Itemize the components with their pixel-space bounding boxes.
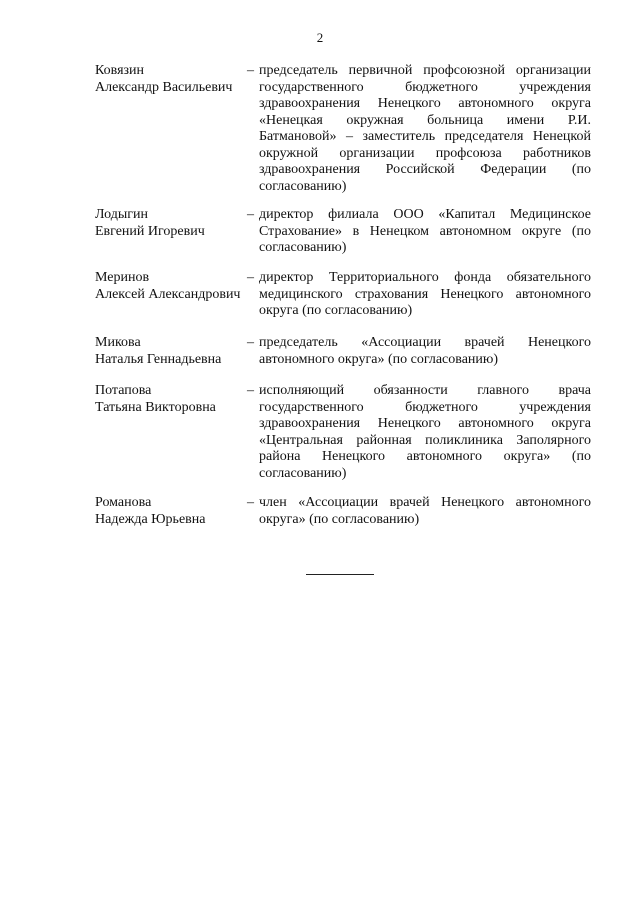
page-number: 2 xyxy=(316,30,324,45)
member-given-name: Татьяна Викторовна xyxy=(95,399,216,415)
member-position: исполняющий обязанности главного врача государственного бюджетного учреждения здравоохранения Ненецкого автономного округа «Центральная районная поликлиника Заполярного района Ненецкого автономного округа» (по согласованию) xyxy=(259,383,591,481)
dash-separator: – xyxy=(247,207,254,222)
closing-rule xyxy=(306,574,374,575)
member-surname: Меринов xyxy=(95,270,150,285)
member-position: член «Ассоциации врачей Ненецкого автономного округа» (по согласованию) xyxy=(259,495,591,527)
member-surname: Лодыгин xyxy=(95,207,148,222)
member-surname: Микова xyxy=(95,335,141,350)
dash-separator: – xyxy=(247,270,254,285)
member-position: председатель первичной профсоюзной организации государственного бюджетного учреждения здравоохранения Ненецкого автономного округа «Ненецкая окружная больница имени Р.И. Батмановой» – заместитель председателя Ненецкой окружной организации профсоюза работников здравоохранения Российской Федерации (по согласованию) xyxy=(259,63,591,194)
member-name xyxy=(95,335,245,368)
member-name xyxy=(95,63,245,96)
member-surname: Романова xyxy=(95,495,152,510)
member-name xyxy=(95,383,245,416)
member-name xyxy=(95,270,245,303)
member-surname: Потапова xyxy=(95,383,152,398)
dash-separator: – xyxy=(247,335,254,350)
member-given-name: Надежда Юрьевна xyxy=(95,511,206,527)
member-position: директор Территориального фонда обязательного медицинского страхования Ненецкого автономного округа (по согласованию) xyxy=(259,270,591,318)
member-given-name: Алексей Александрович xyxy=(95,286,241,302)
member-position: директор филиала ООО «Капитал Медицинское Страхование» в Ненецком автономном округе (по согласованию) xyxy=(259,207,591,255)
member-given-name: Евгений Игоревич xyxy=(95,223,205,239)
member-position: председатель «Ассоциации врачей Ненецкого автономного округа» (по согласованию) xyxy=(259,335,591,367)
member-name xyxy=(95,495,245,528)
dash-separator: – xyxy=(247,495,254,510)
dash-separator: – xyxy=(247,383,254,398)
member-given-name: Наталья Геннадьевна xyxy=(95,351,222,367)
member-surname: Ковязин xyxy=(95,63,145,78)
member-given-name: Александр Васильевич xyxy=(95,79,233,95)
member-name xyxy=(95,207,245,240)
dash-separator: – xyxy=(247,63,254,78)
